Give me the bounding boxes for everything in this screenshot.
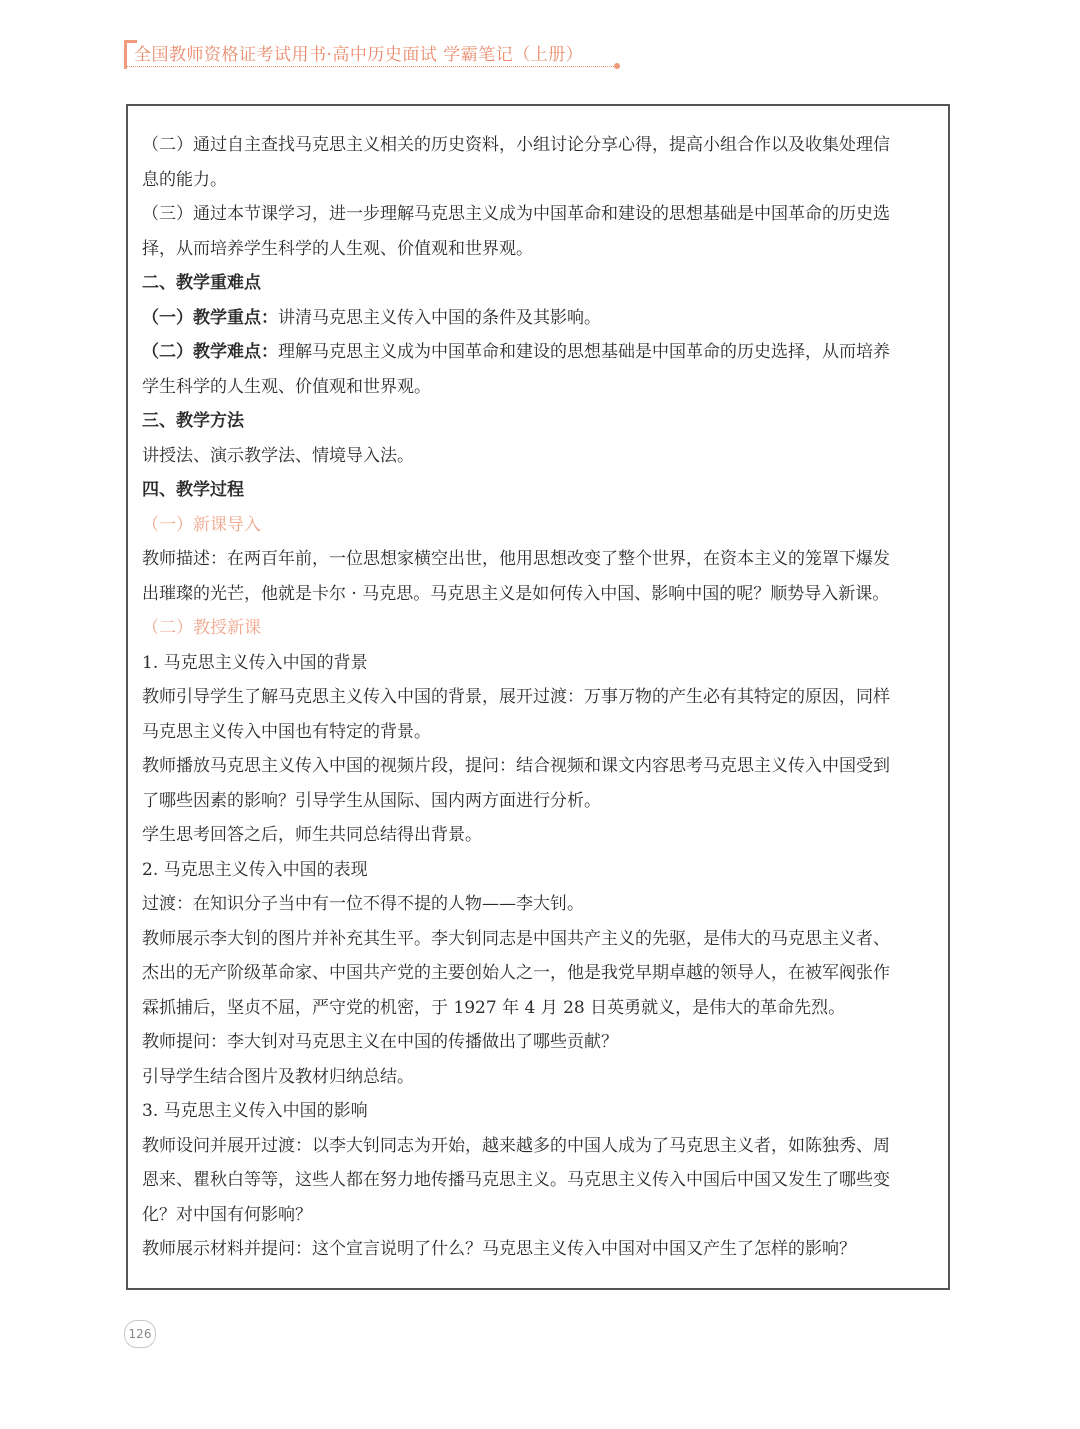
text-line: 学生科学的人生观、价值观和世界观。: [142, 376, 431, 397]
text-line: 霖抓捕后，坚贞不屈，严守党的机密，于 1927 年 4 月 28 日英勇就义，是伟大的革命先烈。: [142, 997, 846, 1018]
section-heading: 三、教学方法: [142, 411, 244, 431]
content-frame: [126, 104, 950, 1290]
text-line: 教师描述：在两百年前，一位思想家横空出世，他用思想改变了整个世界，在资本主义的笼罩下爆发: [142, 549, 890, 569]
text-line: [142, 335, 942, 370]
text-line: 过渡：在知识分子当中有一位不得不提的人物——李大钊。: [142, 894, 584, 914]
text-line: 2. 马克思主义传入中国的表现: [142, 859, 368, 880]
text-line: 教师设问并展开过渡：以李大钊同志为开始，越来越多的中国人成为了马克思主义者，如陈独秀、周: [142, 1135, 890, 1156]
text-line: 学生思考回答之后，师生共同总结得出背景。: [142, 825, 482, 845]
text-line: （二）通过自主查找马克思主义相关的历史资料，小组讨论分享心得，提高小组合作以及收集处理信: [142, 135, 890, 155]
text-line: 杰出的无产阶级革命家、中国共产党的主要创始人之一，他是我党早期卓越的领导人，在被军阀张作: [142, 963, 890, 983]
header-dotted-rule: [124, 66, 618, 67]
text-line: 1. 马克思主义传入中国的背景: [142, 652, 368, 673]
text-line: 教师提问：李大钊对马克思主义在中国的传播做出了哪些贡献？: [142, 1032, 618, 1052]
subsection-heading: （二）教授新课: [142, 618, 261, 638]
line-text: 理解马克思主义成为中国革命和建设的思想基础是中国革命的历史选择，从而培养: [278, 342, 890, 362]
text-line: 3. 马克思主义传入中国的影响: [142, 1101, 368, 1121]
text-line: 讲授法、演示教学法、情境导入法。: [142, 445, 414, 466]
text-line: 引导学生结合图片及教材归纳总结。: [142, 1066, 414, 1087]
text-line: 择，从而培养学生科学的人生观、价值观和世界观。: [142, 238, 533, 259]
text-line: （三）通过本节课学习，进一步理解马克思主义成为中国革命和建设的思想基础是中国革命的历史选: [142, 204, 890, 224]
text-line: 教师引导学生了解马克思主义传入中国的背景，展开过渡：万事万物的产生必有其特定的原因，同样: [142, 687, 890, 707]
line-label: （二）教学难点：: [142, 342, 278, 362]
lesson-plan-body: [142, 128, 942, 1267]
text-line: 恩来、瞿秋白等等，这些人都在努力地传播马克思主义。马克思主义传入中国后中国又发生了哪些变: [142, 1170, 890, 1190]
section-heading: 四、教学过程: [142, 480, 244, 500]
subsection-heading: （一）新课导入: [142, 514, 261, 535]
header-dot-decoration: [614, 63, 620, 69]
text-line: 出璀璨的光芒，他就是卡尔 · 马克思。马克思主义是如何传入中国、影响中国的呢？顺势导入新课。: [142, 583, 890, 604]
text-line: 化？对中国有何影响？: [142, 1204, 312, 1225]
text-line: 教师播放马克思主义传入中国的视频片段，提问：结合视频和课文内容思考马克思主义传入中国受到: [142, 756, 890, 776]
text-line: 教师展示李大钊的图片并补充其生平。李大钊同志是中国共产主义的先驱，是伟大的马克思主义者、: [142, 928, 890, 949]
line-text: 讲清马克思主义传入中国的条件及其影响。: [278, 307, 601, 328]
line-label: （一）教学重点：: [142, 307, 278, 328]
page-number: 126: [124, 1320, 156, 1348]
text-line: [142, 301, 942, 336]
text-line: 教师展示材料并提问：这个宣言说明了什么？马克思主义传入中国对中国又产生了怎样的影响？: [142, 1239, 856, 1259]
text-line: 息的能力。: [142, 169, 227, 190]
header-title: 全国教师资格证考试用书·高中历史面试 学霸笔记（上册）: [134, 45, 584, 65]
text-line: 了哪些因素的影响？引导学生从国际、国内两方面进行分析。: [142, 790, 601, 811]
section-heading: 二、教学重难点: [142, 273, 261, 293]
running-header: [124, 36, 624, 72]
text-line: 马克思主义传入中国也有特定的背景。: [142, 721, 431, 742]
